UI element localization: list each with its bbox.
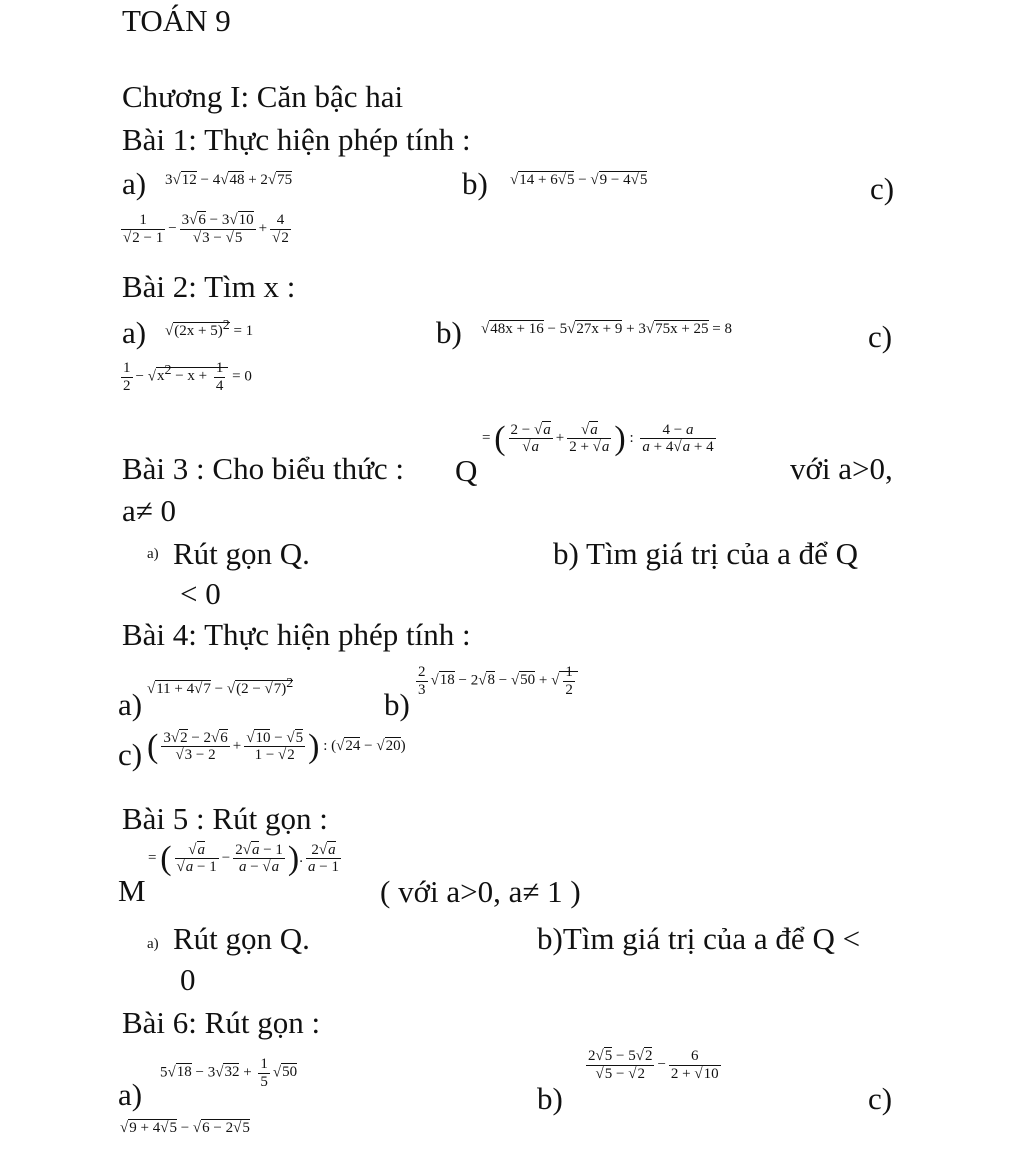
bai1-b-label: b) — [462, 166, 488, 201]
bai1-c-label: c) — [870, 171, 895, 206]
bai5-title: Bài 5 : Rút gọn : — [122, 801, 328, 836]
bai5-condition: ( với a>0, a≠ 1 ) — [380, 874, 581, 909]
bai5-m-expr: = ( $\frac{√a}{√a - 1}$ − $\frac{2√a - 1}{a - √a}$ ). $\frac{2√a}{a - 1}$ — [148, 840, 339, 877]
bai6-a-label: a) — [118, 1077, 143, 1112]
bai5-a-label: a) — [147, 936, 159, 952]
bai6-c-label: c) — [868, 1081, 893, 1116]
bai4-b-expr: $\frac{2}{3}$ √18 − 2√8 − √50 + √ $\frac{1}{2}$ — [413, 664, 578, 698]
chapter-title: Chương I: Căn bậc hai — [122, 79, 404, 114]
bai1-title: Bài 1: Thực hiện phép tính : — [122, 122, 471, 157]
bai5-m-var: M — [118, 873, 146, 908]
bai5-b-text: b)Tìm giá trị của a để Q < — [537, 921, 861, 956]
bai3-a-text: Rút gọn Q. — [173, 536, 310, 571]
bai4-c-label: c) — [118, 737, 143, 772]
bai3-condition1: với a>0, — [790, 451, 893, 486]
bai3-title: Bài 3 : Cho biểu thức : — [122, 451, 404, 486]
bai1-b-expr: √14 + 6√5 − √9 − 4√5 — [510, 172, 648, 188]
bai6-a-expr: 5√18 − 3√32 + $\frac{1}{5}$ √50 — [160, 1056, 298, 1090]
bai2-title: Bài 2: Tìm x : — [122, 269, 296, 304]
bai5-a-text: Rút gọn Q. — [173, 921, 310, 956]
bai6-c-expr: √9 + 4√5 − √6 − 2√5 — [120, 1120, 250, 1136]
bai4-a-label: a) — [118, 687, 143, 722]
bai6-b-label: b) — [537, 1081, 563, 1116]
bai5-b-text2: 0 — [180, 962, 196, 997]
bai4-title: Bài 4: Thực hiện phép tính : — [122, 617, 471, 652]
bai3-q-expr: = ( $\frac{2 - √a}{√a}$ + $\frac{√a}{2 + √a}$ ) : $\frac{4 - a}{a + 4√a + 4}$ — [482, 420, 714, 457]
bai6-title: Bài 6: Rút gọn : — [122, 1005, 321, 1040]
bai3-q-var: Q — [455, 453, 478, 488]
bai4-a-expr: $√11 + 4√7 - √(2 - √7)^2$ — [147, 676, 294, 697]
bai3-condition2: a≠ 0 — [122, 493, 177, 528]
bai3-b-text2: < 0 — [180, 576, 221, 611]
bai4-b-label: b) — [384, 687, 410, 722]
bai2-c-label: c) — [868, 319, 893, 354]
subject-heading: TOÁN 9 — [122, 3, 231, 38]
bai6-b-expr: $\frac{2√5 - 5√2}{√5 - √2}$ − $\frac{6}{2 + √10}$ — [588, 1048, 719, 1082]
bai3-a-label: a) — [147, 546, 159, 562]
bai3-b-text: b) Tìm giá trị của a để Q — [553, 536, 859, 571]
bai2-c-expr: $\frac{1}{2}$ − $√x^2 - x$ + $\frac{1}{4}$ = 0 — [123, 360, 252, 394]
bai2-b-label: b) — [436, 315, 462, 350]
bai2-b-expr: √48x + 16 − 5√27x + 9 + 3√75x + 25 = 8 — [481, 321, 733, 337]
bai2-a-label: a) — [122, 315, 147, 350]
bai4-c-expr: ( $\frac{3√2 - 2√6}{√3 - 2}$ + $\frac{√10 - √5}{1 - √2}$ ) : (√24 − √20) — [147, 728, 406, 765]
bai1-a-label: a) — [122, 166, 147, 201]
bai1-c-expr: $\frac{1}{√2 - 1}$ − $\frac{3√6 - 3√10}{√3 - √5}$ + $\frac{4}{√2}$ — [123, 212, 289, 246]
bai2-a-expr: $√(2x + 5)^2 = 1$ — [165, 318, 254, 339]
bai1-a-expr: 3√12 − 4√48 + 2√75 — [165, 172, 293, 188]
